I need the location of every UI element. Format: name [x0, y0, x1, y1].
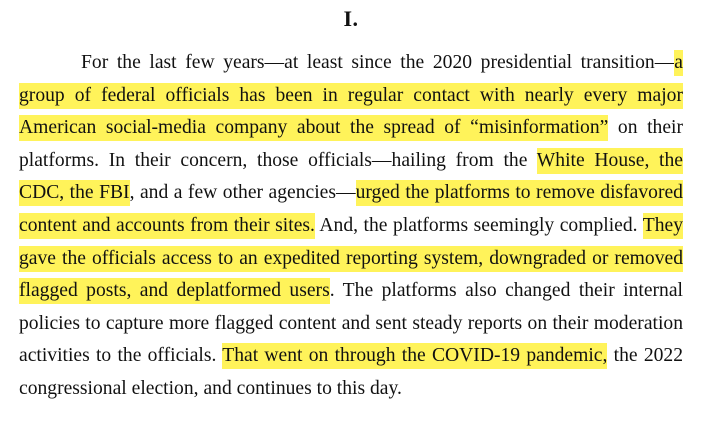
- text-segment: on their platforms. In their concern, those officials—hailing from the: [19, 117, 683, 171]
- highlighted-text: a group of federal officials has been in regular contact with nearly every major American social-media company about the spread of “misinformation”: [19, 50, 683, 141]
- highlighted-text: White House, the CDC, the FBI: [19, 148, 683, 207]
- body-paragraph: [19, 47, 683, 406]
- highlighted-text: urged the platforms to remove disfavored content and accounts from their sites.: [19, 180, 683, 239]
- highlighted-text: That went on through the COVID-19 pandemic,: [222, 343, 607, 369]
- section-heading: I.: [343, 6, 359, 31]
- text-segment: For the last few years—at least since the 2020 presidential transition—: [81, 52, 675, 73]
- text-segment: the 2022 congressional election, and continues to this day.: [19, 345, 684, 399]
- text-segment: , and a few other agencies—: [129, 182, 356, 204]
- highlighted-text: They gave the officials access to an expedited reporting system, downgraded or removed flagged posts, and deplatformed users: [19, 213, 683, 304]
- text-segment: . The platforms also changed their internal policies to capture more flagged content and sent steady reports on their moderation activities to the officials.: [19, 280, 683, 367]
- text-segment: And, the platforms seemingly complied.: [314, 214, 643, 236]
